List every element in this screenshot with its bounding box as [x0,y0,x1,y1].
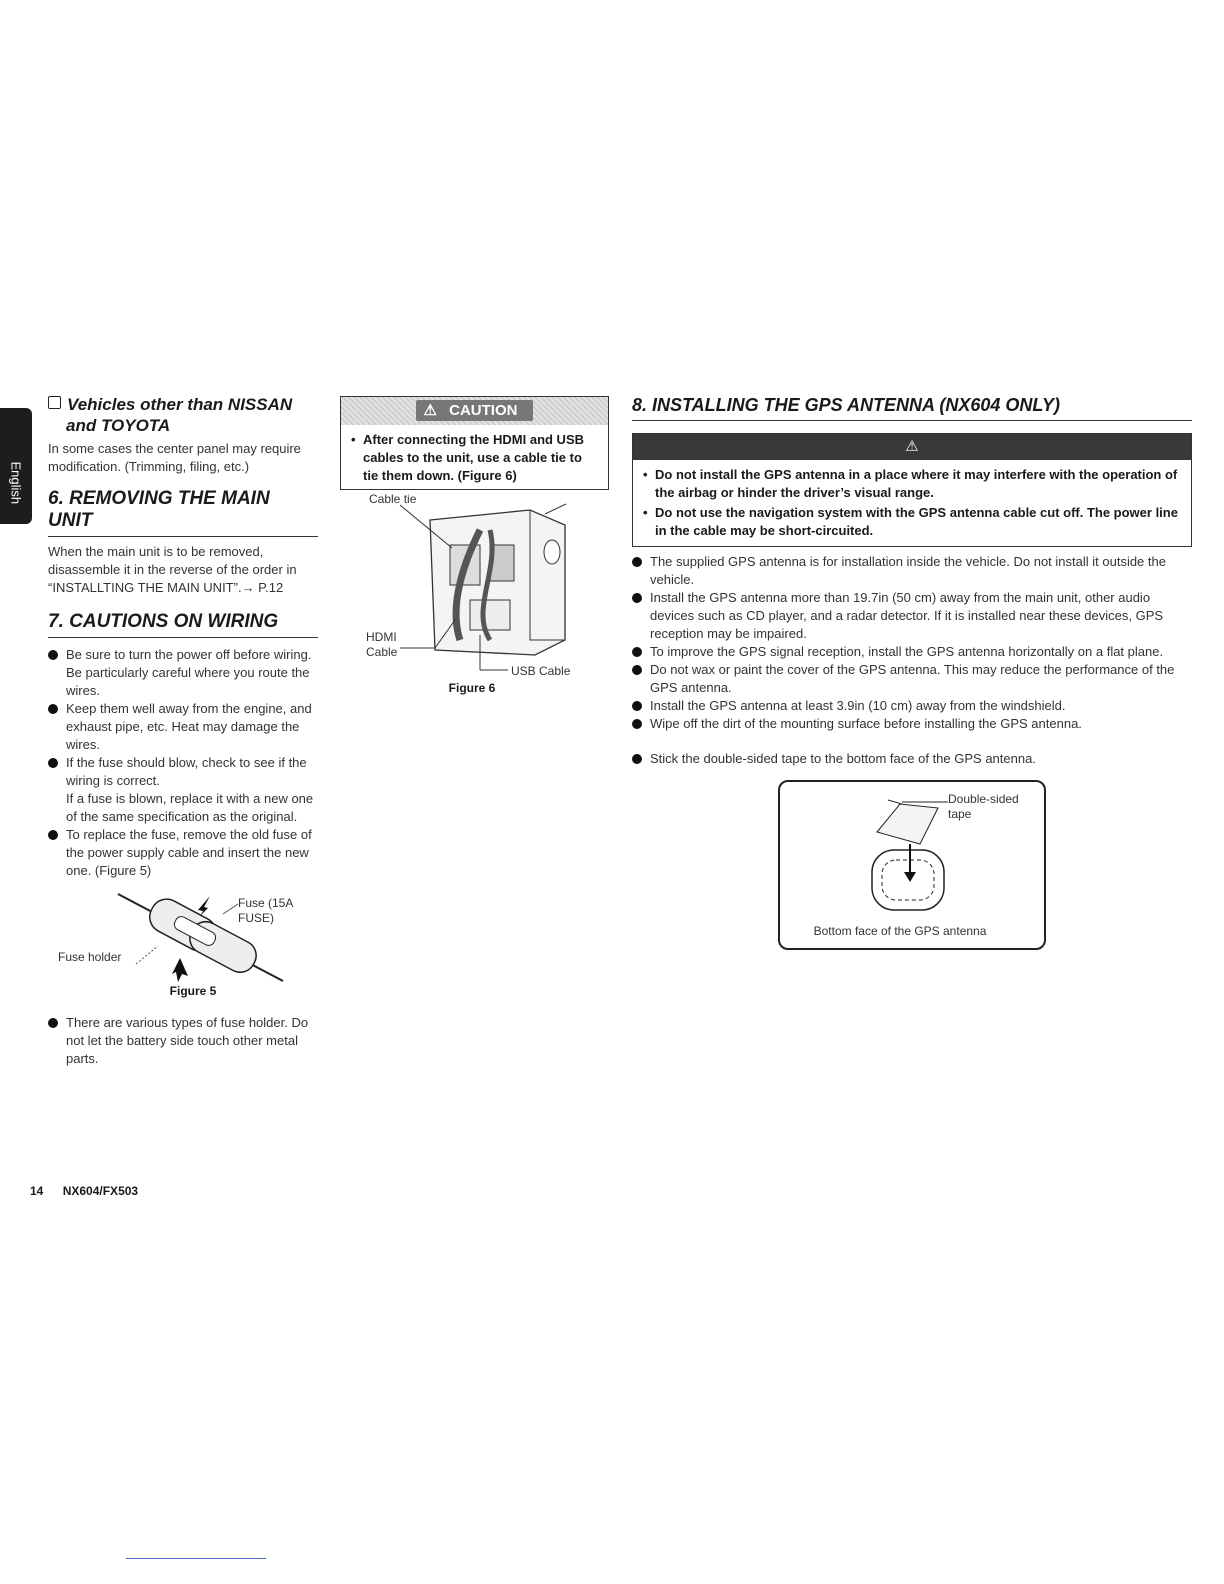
section6-title: 6. REMOVING THE MAIN UNIT [48,488,318,537]
page-number: 14 [30,1184,44,1198]
list-item: • Do not use the navigation system with the GPS antenna cable cut off. The power line in the cable may be short-circuited. [641,504,1181,540]
figure-5-caption: Figure 5 [169,984,217,998]
model-name: NX604/FX503 [62,1184,139,1198]
vehicles-heading [48,394,318,436]
fuse-holder-bullet-list [48,1014,318,1068]
language-tab-label: English [8,461,24,505]
footer-rule [126,1558,266,1559]
list-item: • Do not install the GPS antenna in a place where it may interfere with the operation of the airbag or hinder the driver’s visual range. [641,466,1181,502]
fuse-holder-label: Fuse holder [58,950,122,964]
section6-text: When the main unit is to be removed, disassemble it in the reverse of the order in “INSTALLTING THE MAIN UNIT”.→ P.12 [48,544,297,595]
hdmi-cable-label: Cable [366,645,398,659]
vehicles-heading-line1: Vehicles other than NISSAN [67,395,293,414]
vehicles-heading-line2: and TOYOTA [66,416,171,435]
wiring-bullet-list [48,646,318,880]
section8-title: 8. INSTALLING THE GPS ANTENNA (NX604 ONLY) [632,394,1192,421]
list-item: If the fuse should blow, check to see if the wiring is correct. If a fuse is blown, replace it with a new one of the same specification as the original. [48,754,318,826]
list-item: Keep them well away from the engine, and exhaust pipe, etc. Heat may damage the wires. [48,700,318,754]
list-item: Install the GPS antenna more than 19.7in (50 cm) away from the main unit, other audio devices such as CD player, and a radar detector. If it is installed near these devices, GPS reception may be impaired. [632,589,1192,643]
list-item: Do not wax or paint the cover of the GPS antenna. This may reduce the performance of the GPS antenna. [632,661,1192,697]
column-right [632,394,1192,950]
fuse-label: Fuse (15A FUSE) [238,896,293,925]
warning-icon: ⚠ [633,434,1191,460]
checkbox-square-icon [48,396,61,409]
tape-bullet-list [632,750,1192,768]
list-item: Stick the double-sided tape to the bottom face of the GPS antenna. [632,750,1192,768]
list-item: Be sure to turn the power off before wiring. Be particularly careful where you route the wires. [48,646,318,700]
warning-list [633,460,1191,546]
tape-label: Double-sided tape [948,792,1019,821]
figure-6 [340,490,607,700]
caution-box [340,396,609,490]
caution-list [341,425,608,485]
usb-cable-label: USB Cable [511,664,571,678]
figure-5 [48,886,318,1014]
list-item: Install the GPS antenna at least 3.9in (10 cm) away from the windshield. [632,697,1192,715]
column-left [48,394,318,1068]
warning-box [632,433,1192,547]
gps-tape-figure [778,780,1046,950]
page-footer [30,1184,138,1198]
section7-title: 7. CAUTIONS ON WIRING [48,611,318,638]
bottom-face-caption: Bottom face of the GPS antenna [813,924,987,938]
caution-header [341,397,608,425]
hdmi-label: HDMI [366,630,397,644]
cable-tie-label: Cable tie [369,492,417,506]
language-tab [0,408,32,524]
caution-header-label: ⚠ CAUTION [416,400,534,421]
list-item: • After connecting the HDMI and USB cables to the unit, use a cable tie to tie them down. (Figure 6) [349,431,598,485]
figure-6-caption: Figure 6 [448,681,496,695]
list-item: The supplied GPS antenna is for installation inside the vehicle. Do not install it outside the vehicle. [632,553,1192,589]
vehicles-text: In some cases the center panel may require modification. (Trimming, filing, etc.) [48,441,301,474]
gps-bullet-list [632,553,1192,733]
list-item: Wipe off the dirt of the mounting surface before installing the GPS antenna. [632,715,1192,733]
list-item: To improve the GPS signal reception, install the GPS antenna horizontally on a flat plane. [632,643,1192,661]
list-item: There are various types of fuse holder. Do not let the battery side touch other metal parts. [48,1014,318,1068]
list-item: To replace the fuse, remove the old fuse of the power supply cable and insert the new one. (Figure 5) [48,826,318,880]
